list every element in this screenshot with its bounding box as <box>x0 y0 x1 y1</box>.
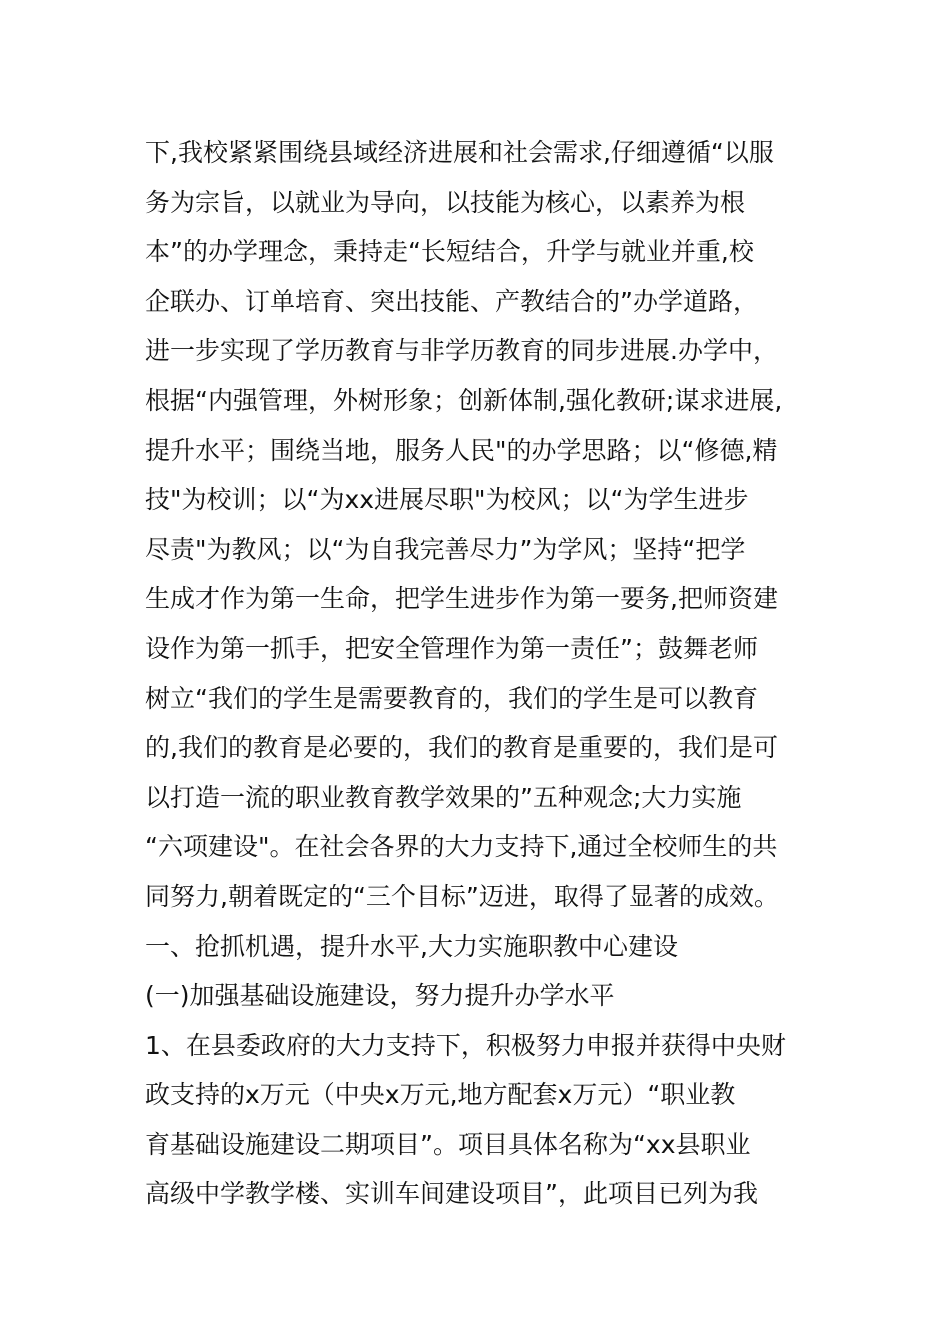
document-body <box>145 128 825 1219</box>
text-line: 本”的办学理念，秉持走“长短结合，升学与就业并重,校 <box>145 237 754 267</box>
text-line: 以打造一流的职业教育教学效果的”五种观念;大力实施 <box>145 782 742 812</box>
text-line: 设作为第一抓手，把安全管理作为第一责任”；鼓舞老师 <box>145 633 758 663</box>
text-line: 下,我校紧紧围绕县域经济进展和社会需求,仔细遵循“以服 <box>145 138 774 167</box>
subsection-heading: (一)加强基础设施建设，努力提升办学水平 <box>145 981 615 1011</box>
text-line: 企联办、订单培育、突出技能、产教结合的”办学道路， <box>145 286 758 316</box>
text-line: “六项建设"。在社会各界的大力支持下,通过全校师生的共 <box>145 832 778 862</box>
text-line: 提升水平；围绕当地，服务人民"的办学思路；以“修德,精 <box>145 435 778 465</box>
text-line: 尽责"为教风；以“为自我完善尽力”为学风；坚持“把学 <box>145 534 746 564</box>
section-heading: 一、抢抓机遇，提升水平,大力实施职教中心建设 <box>145 931 678 961</box>
text-line: 1、在县委政府的大力支持下，积极努力申报并获得中央财 <box>145 1030 786 1060</box>
text-line: 树立“我们的学生是需要教育的，我们的学生是可以教育 <box>145 683 758 713</box>
text-line: 根据“内强管理，外树形象；创新体制,强化教研;谋求进展, <box>145 385 783 415</box>
text-line: 的,我们的教育是必要的，我们的教育是重要的，我们是可 <box>145 733 778 763</box>
text-line: 生成才作为第一生命，把学生进步作为第一要务,把师资建 <box>145 584 778 614</box>
text-line: 高级中学教学楼、实训车间建设项目”，此项目已列为我 <box>145 1179 758 1209</box>
text-line: 政支持的x万元（中央x万元,地方配套x万元）“职业教 <box>145 1080 736 1110</box>
text-line: 同努力,朝着既定的“三个目标”迈进，取得了显著的成效。 <box>145 881 779 911</box>
text-line: 进一步实现了学历教育与非学历教育的同步进展.办学中， <box>145 336 778 366</box>
text-line: 务为宗旨，以就业为导向，以技能为核心，以素养为根 <box>145 187 746 217</box>
text-line: 育基础设施建设二期项目”。项目具体名称为“xx县职业 <box>145 1129 751 1159</box>
text-line: 技"为校训；以“为xx进展尽职"为校风；以“为学生进步 <box>145 485 749 515</box>
